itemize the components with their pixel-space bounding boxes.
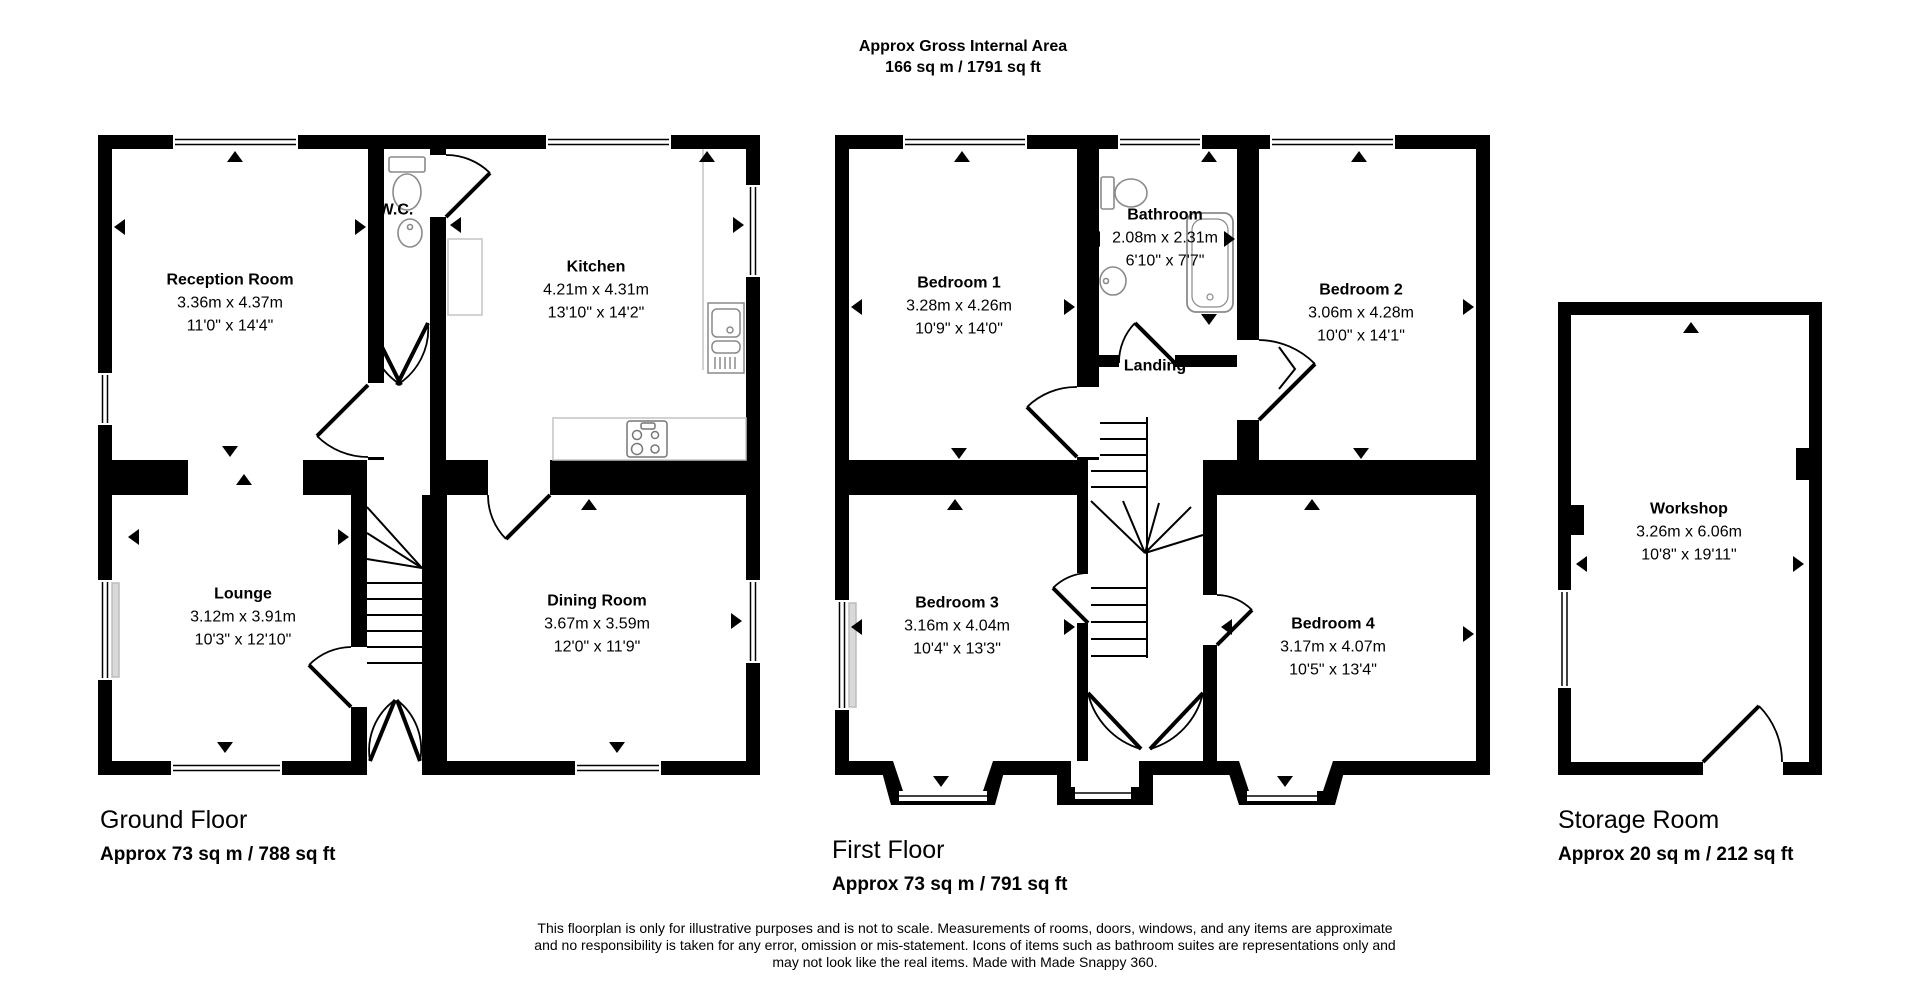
title-line2: 166 sq m / 1791 sq ft [885,59,1041,76]
room-label-bedroom-4: Bedroom 4 3.17m x 4.07m 10'5" x 13'4" [1280,615,1386,679]
room-label-lounge: Lounge 3.12m x 3.91m 10'3" x 12'10" [190,585,296,649]
windows [1558,590,1571,688]
storage-room-label: Storage Room Approx 20 sq m / 212 sq ft [1558,806,1794,865]
ground-floor-label: Ground Floor Approx 73 sq m / 788 sq ft [100,806,336,865]
room-label-landing: Landing [1123,357,1187,375]
room-label-wc: W.C. [378,201,414,219]
title-line1: Approx Gross Internal Area [858,38,1068,55]
room-label-workshop: Workshop 3.26m x 6.06m 10'8" x 19'11" [1636,500,1742,564]
room-label-kitchen: Kitchen 4.21m x 4.31m 13'10" x 14'2" [543,258,649,322]
room-label-bedroom-1: Bedroom 1 3.28m x 4.26m 10'9" x 14'0" [906,274,1012,338]
room-label-reception-room: Reception Room 3.36m x 4.37m 11'0" x 14'4" [166,271,294,335]
room-label-bathroom: Bathroom 2.08m x 2.31m 6'10" x 7'7" [1112,206,1218,270]
room-label-bedroom-3: Bedroom 3 3.16m x 4.04m 10'4" x 13'3" [904,594,1010,658]
walls [98,135,760,775]
page-title [859,36,1067,78]
disclaimer-line1: This floorplan is only for illustrative purposes and is not to scale. Measurements of rooms, doors, windows, and any items are approximate [537,920,1393,936]
first-floor-label: First Floor Approx 73 sq m / 791 sq ft [832,836,1068,895]
disclaimer-text [534,920,1395,971]
room-label-dining-room: Dining Room 3.67m x 3.59m 12'0" x 11'9" [544,592,650,656]
disclaimer-line3: may not look like the real items. Made with Made Snappy 360. [772,954,1158,970]
room-label-bedroom-2: Bedroom 2 3.06m x 4.28m 10'0" x 14'1" [1308,281,1414,345]
ground-floor-plan [98,135,760,775]
bay-windows [879,761,1347,805]
disclaimer-line2: and no responsibility is taken for any error, omission or mis-statement. Icons of items such as bathroom suites are representations only and [534,937,1396,953]
